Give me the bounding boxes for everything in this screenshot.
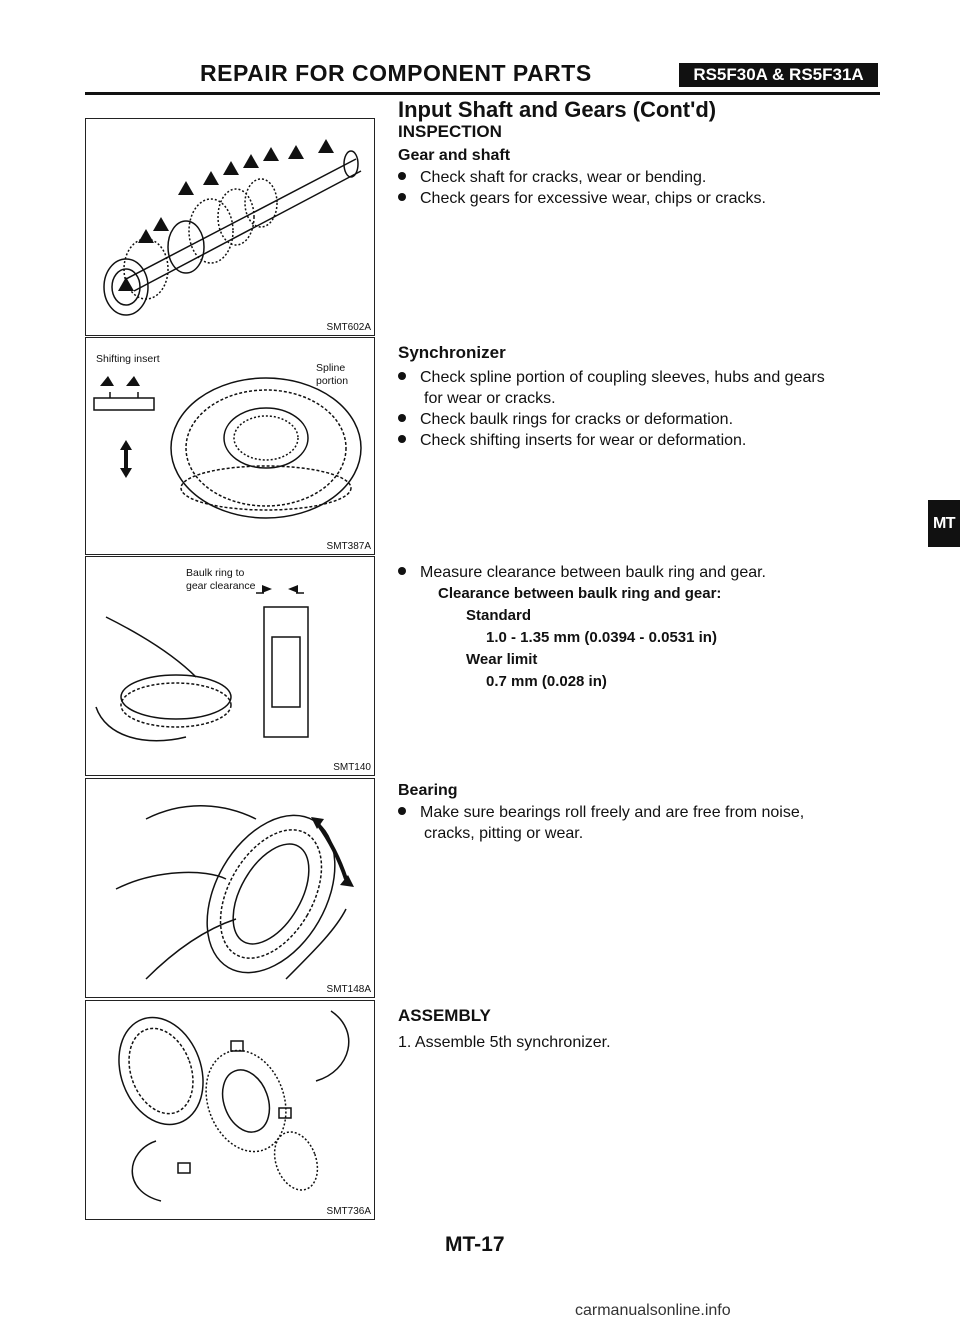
arrow-icon xyxy=(243,154,259,168)
figure-label: Baulk ring to xyxy=(186,567,245,579)
bullet-dot xyxy=(398,807,406,815)
arrow-icon xyxy=(118,277,134,291)
bullet-text: Check baulk rings for cracks or deformation. xyxy=(420,411,734,428)
bullet-dot xyxy=(398,435,406,443)
arrow-icon xyxy=(126,376,140,386)
model-badge: RS5F30A & RS5F31A xyxy=(679,63,878,87)
figure-5th-synchronizer xyxy=(85,1000,375,1220)
gear-shaft-heading: Gear and shaft xyxy=(398,147,511,164)
bullet-text: Check shaft for cracks, wear or bending. xyxy=(420,169,707,186)
assembly-heading: ASSEMBLY xyxy=(398,1006,491,1025)
synchronizer-bullet xyxy=(398,430,825,451)
bearing-bullet xyxy=(398,802,804,823)
5th-synchronizer-illustration xyxy=(86,1001,374,1219)
page-number: MT-17 xyxy=(445,1233,505,1256)
bullet-dot xyxy=(398,567,406,575)
arrow-icon xyxy=(178,181,194,195)
clearance-block xyxy=(398,562,766,693)
clearance-heading: Clearance between baulk ring and gear: xyxy=(438,585,722,602)
figure-input-shaft xyxy=(85,118,375,336)
wear-limit-label: Wear limit xyxy=(466,651,538,668)
figure-synchronizer xyxy=(85,337,375,555)
arrow-icon xyxy=(153,217,169,231)
input-shaft-illustration xyxy=(86,119,374,335)
figure-label: Shifting insert xyxy=(96,353,160,365)
arrow-icon xyxy=(288,145,304,159)
arrow-icon xyxy=(318,139,334,153)
bullet-dot xyxy=(398,414,406,422)
gear-shaft-bullet xyxy=(398,188,766,209)
header-title: REPAIR FOR COMPONENT PARTS xyxy=(200,60,592,86)
figure-code: SMT602A xyxy=(326,322,371,333)
wear-limit-value: 0.7 mm (0.028 in) xyxy=(486,673,607,690)
section-title: Input Shaft and Gears (Cont'd) xyxy=(398,97,717,122)
bullet-text: Measure clearance between baulk ring and gear. xyxy=(420,564,766,581)
figure-baulk-ring-clearance xyxy=(85,556,375,776)
arrow-icon xyxy=(138,229,154,243)
bearing-heading: Bearing xyxy=(398,782,458,799)
bullet-text: Check gears for excessive wear, chips or cracks. xyxy=(420,190,766,207)
bullet-text: Check spline portion of coupling sleeves, hubs and gears xyxy=(420,369,825,386)
section-tab: MT xyxy=(928,500,960,547)
synchronizer-bullet xyxy=(398,367,825,388)
watermark: carmanualsonline.info xyxy=(575,1302,731,1319)
bullet-dot xyxy=(398,193,406,201)
clearance-bullet xyxy=(398,562,766,583)
synchronizer-bullet-cont: for wear or cracks. xyxy=(424,390,556,407)
figure-code: SMT148A xyxy=(326,984,371,995)
assembly-step: 1. Assemble 5th synchronizer. xyxy=(398,1034,611,1051)
inspection-heading: INSPECTION xyxy=(398,122,502,141)
figure-label: gear clearance xyxy=(186,580,256,592)
bullet-dot xyxy=(398,372,406,380)
figure-code: SMT736A xyxy=(326,1206,371,1217)
arrow-icon xyxy=(223,161,239,175)
standard-value: 1.0 - 1.35 mm (0.0394 - 0.0531 in) xyxy=(486,629,717,646)
gear-shaft-block xyxy=(398,147,766,209)
figure-code: SMT387A xyxy=(326,541,371,552)
synchronizer-heading: Synchronizer xyxy=(398,343,506,362)
synchronizer-bullet xyxy=(398,409,825,430)
arrow-icon xyxy=(263,147,279,161)
arrow-icon xyxy=(100,376,114,386)
bullet-text: Make sure bearings roll freely and are free from noise, xyxy=(420,804,805,821)
header-rule xyxy=(85,92,880,95)
gear-shaft-bullet xyxy=(398,167,766,188)
standard-label: Standard xyxy=(466,607,532,624)
figure-code: SMT140 xyxy=(333,762,371,773)
synchronizer-block xyxy=(398,343,825,451)
bearing-illustration xyxy=(86,779,374,997)
arrow-icon xyxy=(203,171,219,185)
bearing-bullet-cont: cracks, pitting or wear. xyxy=(424,825,584,842)
bullet-dot xyxy=(398,172,406,180)
figure-label: Spline xyxy=(316,362,346,374)
bearing-block xyxy=(398,782,804,844)
figure-label: portion xyxy=(316,375,349,387)
assembly-block xyxy=(398,1006,611,1053)
figure-bearing xyxy=(85,778,375,998)
bullet-text: Check shifting inserts for wear or deformation. xyxy=(420,432,747,449)
